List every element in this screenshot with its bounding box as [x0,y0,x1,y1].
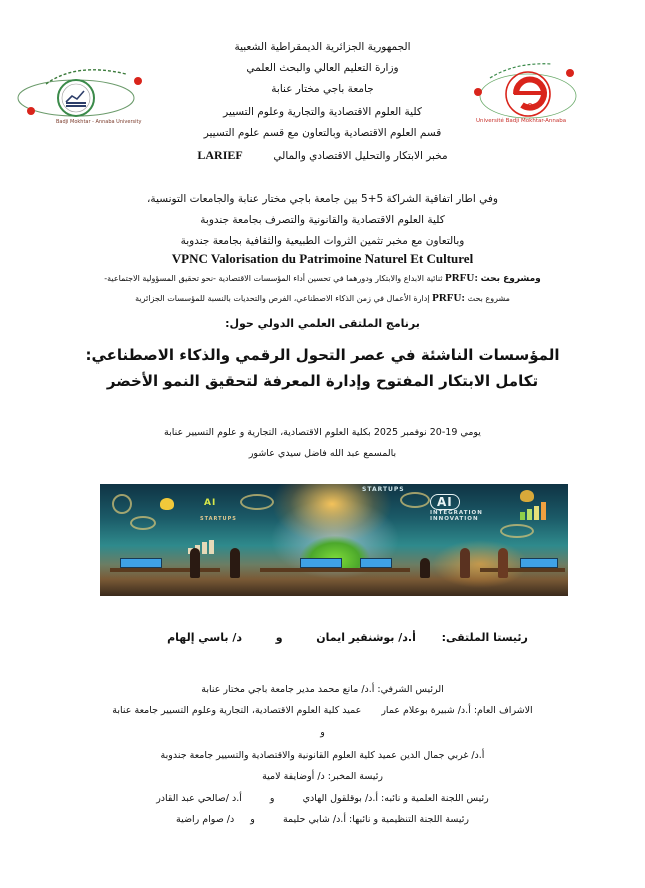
person-figure [230,548,240,578]
monitor-icon [120,558,162,568]
banner-label-integration: INTEGRATION [430,510,483,516]
vpnc-lab-name: VPNC Valorisation du Patrimoine Naturel Et Culturel [171,251,474,266]
partnership-line-1: وفي اطار اتفاقية الشراكة 5+5 بين جامعة باجي مختار عنابة والجامعات التونسية، [147,193,498,205]
department-name: قسم العلوم الاقتصادية وبالتعاون مع قسم علوم التسيير [203,127,442,139]
lab-code: LARIEF [197,148,243,162]
gear-icon [130,516,156,530]
supervisor-1-name: الاشراف العام: أ.د/ شبيرة بوعلام عمار [381,705,533,716]
project-2-line [40,293,605,304]
project-1-line [40,273,605,284]
republic-name: الجمهورية الجزائرية الديمقراطية الشعبية [234,41,411,53]
general-supervision-2: أ.د/ غربي جمال الدين عميد كلية العلوم القانونية والاقتصادية والتسيير جامعة جندوبة [160,750,485,761]
scientific-committee-head: رئيس اللجنة العلمية و نائبه: أ.د/ بوقلقول الهادي [302,793,489,804]
faculty-name: كلية العلوم الاقتصادية والتجارية وعلوم التسيير [223,106,422,118]
svg-text:Badji Mokhtar - Annaba Univers: Badji Mokhtar - Annaba University [56,119,142,125]
person-figure [498,548,508,578]
gear-icon [240,494,274,510]
growth-chart-icon [520,502,546,520]
organizing-committee-head: رئيسة اللجنة التنظيمية و نائبها: أ.د/ شابي حليمة [282,814,469,825]
banner-label-ai-2: AI [430,494,460,510]
chairs-label: رئيستا الملتقى: [441,631,528,644]
monitor-icon [520,558,558,568]
banner-label-startups: STARTUPS [362,486,405,493]
honorary-president: الرئيس الشرفي: أ.د/ مانع محمد مدير جامعة باجي مختار عنابة [201,684,444,695]
banner-label-startups-2: STARTUPS [200,516,237,522]
organizing-committee-deputy: د/ صوام راضية [176,814,235,825]
desk [110,568,220,572]
project-2-text: إدارة الأعمال في زمن الذكاء الاصطناعي، الفرص والتحديات بالنسبة للمؤسسات الجزائرية [135,294,430,303]
person-figure [420,558,430,578]
university-name: جامعة باجي مختار عنابة [271,83,374,95]
conference-chairs [140,632,555,643]
desk [480,568,565,572]
person-figure [460,548,470,578]
conference-title-line-1: المؤسسات الناشئة في عصر التحول الرقمي والذكاء الاصطناعي: [85,346,560,364]
banner-label-ai: AI [204,498,217,508]
monitor-icon [360,558,392,568]
lightbulb-icon [160,498,174,510]
conference-banner-image [100,484,568,596]
lab-head: رئيسة المخبر: د/ أوضايفة لامية [262,771,383,782]
monitor-icon [300,558,342,568]
supervision-conjunction: و [320,727,325,738]
gear-icon [500,524,534,538]
lightbulb-icon [520,490,534,502]
svg-text:Université Badji Mokhtar-Annab: Université Badji Mokhtar-Annaba [476,118,567,124]
project-1-code: PRFU: [445,272,479,284]
gear-icon [400,492,430,508]
project-1-text: ثنائية الابداع والابتكار ودورهما في تحسين أداء المؤسسات الاقتصادية -نحو تحقيق المسؤولية الاجتماعية- [104,274,443,283]
scientific-committee [0,794,645,804]
project-1-prefix: ومشروع بحث [480,274,541,284]
project-2-prefix: مشروع بحث [467,294,510,303]
person-figure [190,548,200,578]
desk [260,568,410,572]
lab-line [0,149,645,162]
conference-title-line-2: تكامل الابتكار المفتوح وإدارة المعرفة لتحقيق النمو الأخضر [106,372,539,390]
ministry-name: وزارة التعليم العالي والبحث العلمي [246,62,399,74]
gear-icon [112,494,132,514]
chair-2: د/ باسي إلهام [167,631,242,644]
partnership-line-2: كلية العلوم الاقتصادية والقانونية والتصرف بجامعة جندوبة [200,214,445,226]
scientific-conjunction: و [269,793,275,804]
scientific-committee-deputy: أ.د /صالحي عبد القادر [156,793,242,804]
chairs-conjunction: و [275,631,283,644]
event-venue: بالمسمع عبد الله فاضل سيدي عاشور [248,448,397,459]
organizing-conjunction: و [250,814,255,825]
supervisor-1-title: عميد كلية العلوم الاقتصادية، التجارية وعلوم التسيير جامعة عنابة [112,705,362,716]
program-intro: برنامج الملتقى العلمي الدولي حول: [225,317,420,330]
lab-name: مخبر الابتكار والتحليل الاقتصادي والمالي [273,150,448,162]
event-date: يومي 19-20 نوفمبر 2025 بكلية العلوم الاقتصادية، التجارية و علوم التسيير عنابة [164,427,481,438]
partnership-line-3: وبالتعاون مع مخبر تثمين الثروات الطبيعية والثقافية بجامعة جندوبة [180,235,465,247]
organizing-committee [0,815,645,825]
general-supervision-1 [0,706,645,716]
banner-label-innovation: INNOVATION [430,516,479,522]
chair-1: أ.د/ بوشنقير ايمان [316,631,416,644]
project-2-code: PRFU: [432,292,466,304]
